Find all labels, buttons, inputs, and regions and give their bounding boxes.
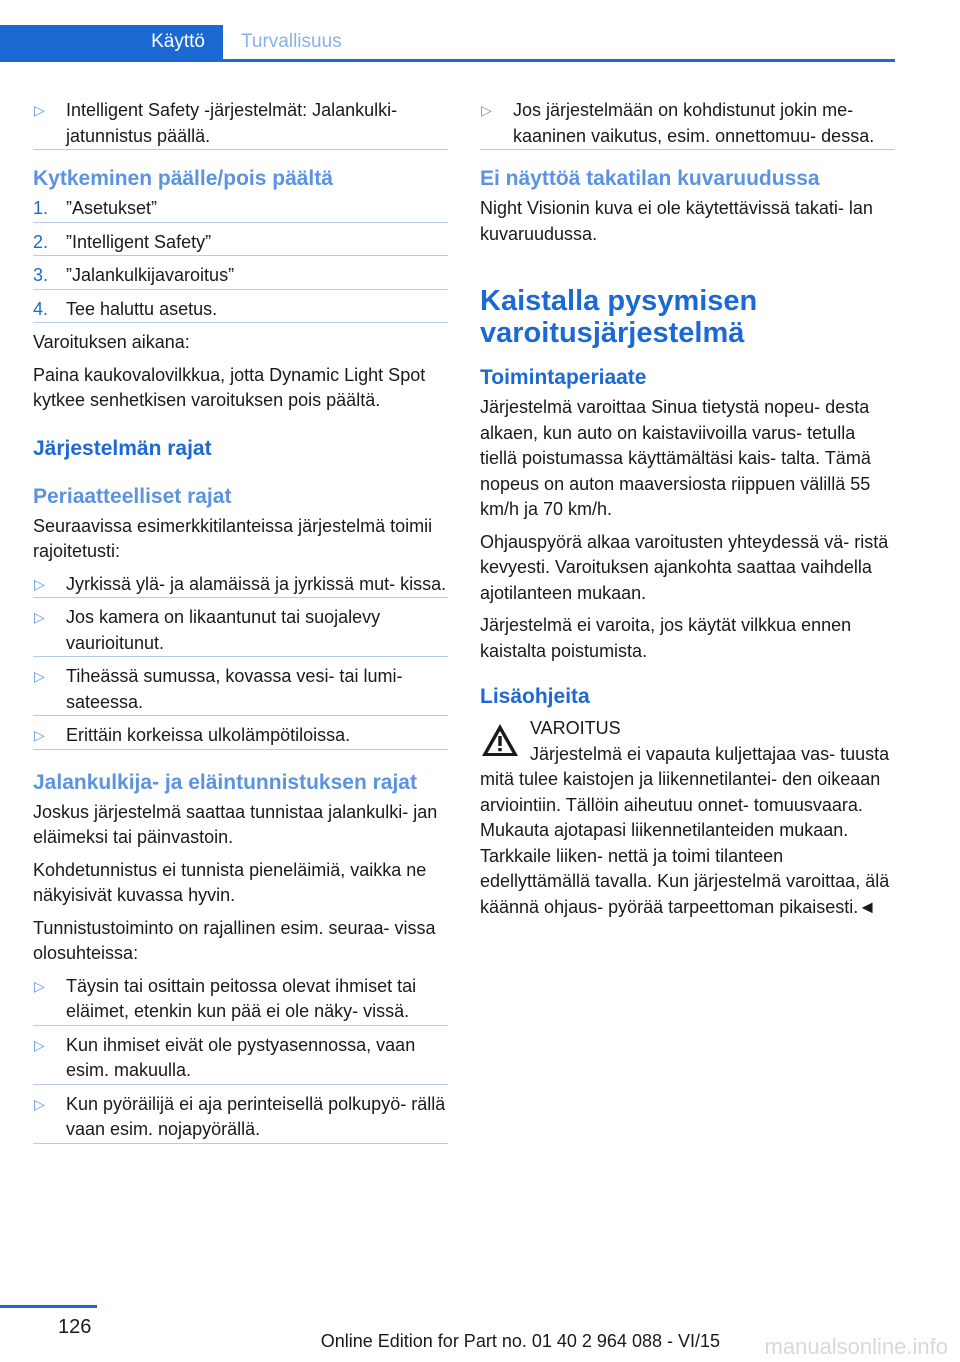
paragraph: Järjestelmä varoittaa Sinua tietystä nopeu- desta alkaen, kun auto on kaistaviivoilla varus- tetulla tiellä poistumassa käyttämältäsi kais- talta. Tämä nopeus on auton maaversiosta riippuen välillä 55 km/h ja 70 km/h. (480, 397, 871, 519)
triangle-right-icon: ▷ (34, 727, 45, 743)
step-number: 1. (33, 198, 49, 218)
triangle-right-icon: ▷ (34, 1036, 45, 1053)
heading-additional-notes: Lisäohjeita (480, 685, 590, 708)
paragraph: Järjestelmä ei varoita, jos käytät vilkkua ennen kaistalta poistumista. (480, 615, 852, 661)
heading-lane-departure-warning: Kaistalla pysymisen varoitusjärjestelmä (480, 285, 758, 349)
warning-triangle-icon (480, 722, 520, 758)
triangle-right-icon: ▷ (34, 1095, 45, 1112)
triangle-right-icon: ▷ (34, 575, 45, 592)
list-item: ▷ Jyrkissä ylä- ja alamäissä ja jyrkissä mut- kissa. (33, 572, 448, 599)
list-item: ▷ Tiheässä sumussa, kovassa vesi- tai lumi- sateessa. (33, 664, 448, 716)
list-item: 4. Tee haluttu asetus. (33, 297, 448, 324)
triangle-right-icon: ▷ (34, 102, 45, 118)
step-number: 4. (33, 298, 49, 319)
list-item: ▷ Kun pyöräilijä ei aja perinteisellä polkupyö- rällä vaan esim. nojapyörällä. (33, 1092, 448, 1144)
triangle-right-icon: ▷ (34, 977, 45, 994)
paragraph: Joskus järjestelmä saattaa tunnistaa jalankulki- jan eläimeksi tai päinvastoin. (33, 801, 438, 847)
list-item: ▷ Erittäin korkeissa ulkolämpötiloissa. (33, 723, 448, 750)
paragraph: Kohdetunnistus ei tunnista pieneläimiä, vaikka ne näkyisivät kuvassa hyvin. (33, 859, 427, 905)
edition-footer: Online Edition for Part no. 01 40 2 964 088 - VI/15 (320, 1331, 720, 1351)
watermark: manualsonline.info (764, 1334, 948, 1359)
steps-list (33, 196, 448, 323)
heading-principle: Toimintaperiaate (480, 366, 647, 389)
list-item: ▷ Täysin tai osittain peitossa olevat ihmiset tai eläimet, etenkin kun pää ei ole näky- vissä. (33, 974, 448, 1026)
list-item: 2. ”Intelligent Safety” (33, 230, 448, 257)
paragraph: Tunnistustoiminto on rajallinen esim. seuraa- vissa olosuhteissa: (33, 917, 436, 963)
paragraph: Seuraavissa esimerkkitilanteissa järjestelmä toimii rajoitetusti: (33, 515, 433, 561)
list-item: ▷ Jos järjestelmään on kohdistunut jokin me- kaaninen vaikutus, esim. onnettomuu- dessa. (480, 98, 895, 150)
heading-no-rear-display: Ei näyttöä takatilan kuvaruudussa (480, 167, 820, 190)
heading-principal-limits: Periaatteelliset rajat (33, 484, 232, 508)
heading-switch-on-off: Kytkeminen päälle/pois päältä (33, 167, 333, 190)
tab-kaytto[interactable]: Käyttö (0, 25, 223, 59)
paragraph: Varoituksen aikana: (33, 332, 190, 352)
triangle-right-icon: ▷ (34, 668, 45, 684)
list-item: ▷ Intelligent Safety -järjestelmät: Jalankulki- jatunnistus päällä. (33, 98, 448, 150)
page-number: 126 (58, 1316, 92, 1338)
right-column (480, 98, 895, 920)
limits-bullet-list (33, 572, 448, 750)
list-item: ▷ Kun ihmiset eivät ole pystyasennossa, vaan esim. makuulla. (33, 1033, 448, 1085)
step-number: 3. (33, 265, 49, 285)
animal-bullet-list (33, 974, 448, 1144)
triangle-right-icon: ▷ (34, 609, 45, 625)
heading-system-limits: Järjestelmän rajat (33, 436, 212, 460)
warning-text: Järjestelmä ei vapauta kuljettajaa vas- tuusta mitä tulee kaistojen ja liikennetilantei- den oikeaan arviointiin. Tällöin aiheutuu onnet- tomuusvaara. Mukauta ajotapasi liikennetilanteiden mukaan. Tarkkaile liiken- nettä ja toimi tilanteen edellyttämällä tavalla. Kun järjestelmä varoittaa, älä käännä ohjaus- pyörää tarpeettoman pikaisesti.◄ (480, 743, 890, 917)
warning-block (480, 716, 895, 920)
paragraph: Night Visionin kuva ei ole käytettävissä takati- lan kuvaruudussa. (480, 198, 873, 244)
triangle-right-icon: ▷ (481, 102, 492, 118)
list-item: 3. ”Jalankulkijavaroitus” (33, 263, 448, 290)
paragraph: Paina kaukovalovilkkua, jotta Dynamic Light Spot kytkee senhetkisen varoituksen pois päältä. (33, 364, 426, 410)
intro-bullet-list (33, 98, 448, 150)
page-number-rule (0, 1305, 97, 1308)
tab-turvallisuus[interactable]: Turvallisuus (241, 31, 342, 52)
intro-bullet-list (480, 98, 895, 150)
step-number: 2. (33, 231, 49, 252)
list-item: ▷ Jos kamera on likaantunut tai suojalevy vaurioitunut. (33, 605, 448, 657)
list-item: 1. ”Asetukset” (33, 196, 448, 223)
header-tabbar (0, 25, 895, 62)
heading-animal-limits: Jalankulkija- ja eläintunnistuksen rajat (33, 770, 417, 794)
paragraph: Ohjauspyörä alkaa varoitusten yhteydessä vä- ristä kevyesti. Varoituksen ajankohta saattaa vaihdella ajotilanteen mukaan. (480, 531, 889, 603)
left-column (33, 98, 448, 1151)
warning-title: VAROITUS (530, 718, 621, 738)
